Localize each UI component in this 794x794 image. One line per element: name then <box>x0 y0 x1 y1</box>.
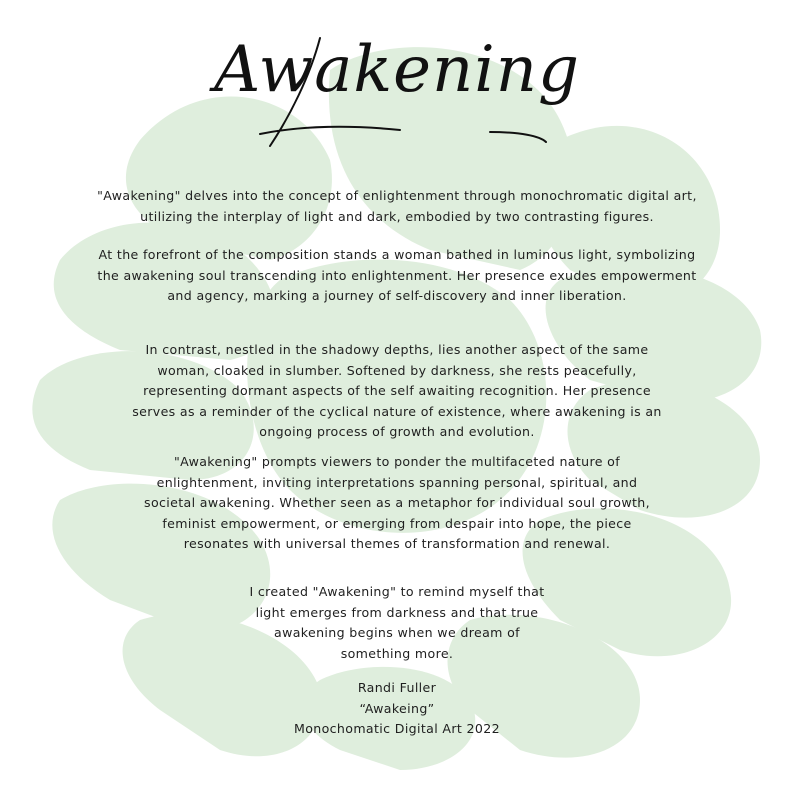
paragraph-line: and agency, marking a journey of self-discovery and inner liberation. <box>167 288 627 303</box>
paragraph-line: enlightenment, inviting interpretations spanning personal, spiritual, and <box>156 474 638 490</box>
paragraph-light-figure <box>0 245 794 307</box>
paragraph-line: ongoing process of growth and evolution. <box>259 424 535 439</box>
paragraph-line: feminist empowerment, or emerging from despair into hope, the piece <box>162 515 632 531</box>
paragraph-line: At the forefront of the composition stands a woman bathed in luminous light, symbolizing <box>98 247 696 262</box>
paragraph-line: serves as a reminder of the cyclical nature of existence, where awakening is an <box>132 403 662 419</box>
paragraph-line: "Awakening" prompts viewers to ponder the multifaceted nature of <box>173 454 621 469</box>
paragraph-line: the awakening soul transcending into enlightenment. Her presence exudes empowerment <box>97 267 697 283</box>
paragraph-line: awakening begins when we dream of <box>274 625 520 640</box>
title-swash-flourish <box>250 36 550 166</box>
artwork-title: “Awakeing” <box>359 700 435 716</box>
paragraph-personal-note <box>0 582 794 664</box>
artwork-medium: Monochomatic Digital Art 2022 <box>294 721 500 736</box>
paragraph-dark-figure <box>0 340 794 443</box>
signature-block <box>0 678 794 740</box>
paragraph-line: I created "Awakening" to remind myself that <box>249 584 545 599</box>
paragraph-line: In contrast, nestled in the shadowy depths, lies another aspect of the same <box>145 342 649 357</box>
artist-name: Randi Fuller <box>357 680 437 695</box>
paragraph-line: representing dormant aspects of the self awaiting recognition. Her presence <box>143 383 651 398</box>
paragraph-line: woman, cloaked in slumber. Softened by darkness, she rests peacefully, <box>157 362 637 378</box>
paragraph-line: light emerges from darkness and that true <box>255 604 539 620</box>
paragraph-line: "Awakening" delves into the concept of enlightenment through monochromatic digital art, <box>97 188 697 203</box>
page-title: Awakening <box>214 33 580 107</box>
paragraph-line: resonates with universal themes of transformation and renewal. <box>183 536 611 551</box>
paragraph-line: something more. <box>340 645 454 661</box>
paragraph-line: societal awakening. Whether seen as a metaphor for individual soul growth, <box>144 495 650 510</box>
paragraph-line: utilizing the interplay of light and dark, embodied by two contrasting figures. <box>140 208 654 224</box>
paragraph-intro <box>0 186 794 227</box>
paragraph-interpretation <box>0 452 794 555</box>
